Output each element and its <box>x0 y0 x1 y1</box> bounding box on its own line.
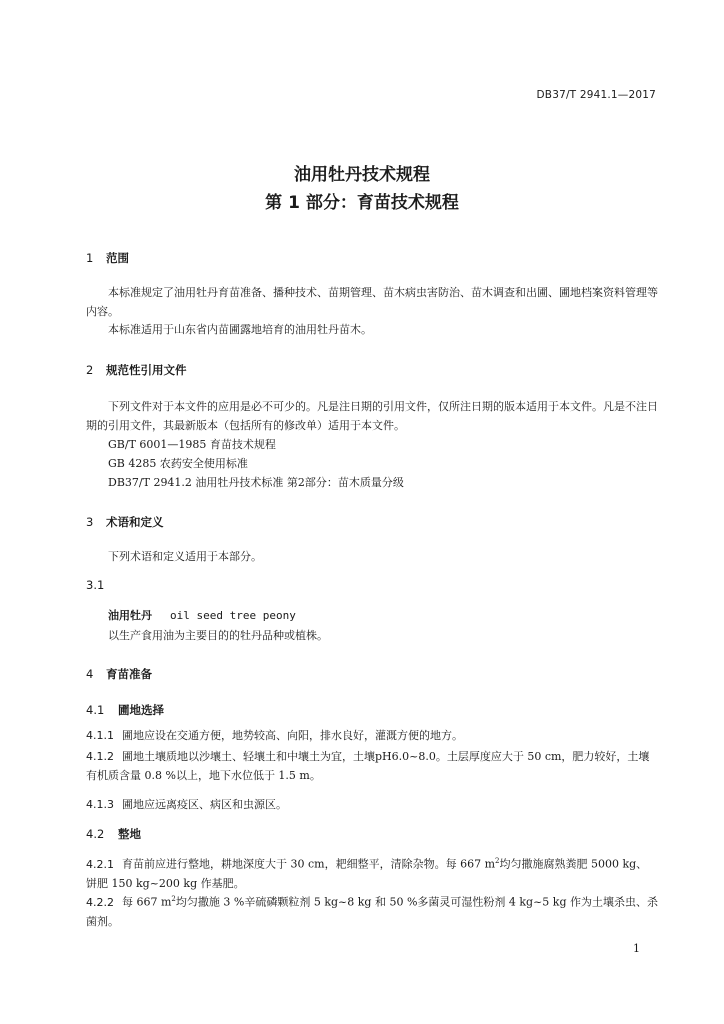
reference-item: DB37/T 2941.2 油用牡丹技术标准 第2部分：苗木质量分级 <box>108 476 404 489</box>
section-3-heading <box>86 514 164 530</box>
reference-item: GB 4285 农药安全使用标准 <box>108 457 248 470</box>
clause-number: 4.2.2 <box>86 895 114 909</box>
clause-4-1-2 <box>86 747 658 785</box>
clause-number: 4.1.3 <box>86 798 114 811</box>
subsection-title: 圃地选择 <box>118 703 164 717</box>
subsection-number: 4.2 <box>86 827 105 841</box>
clause-text: 均匀撒施腐熟粪肥 5000 kg、饼肥 150 kg~200 kg 作基肥。 <box>86 857 648 890</box>
subsection-number: 3.1 <box>86 578 105 592</box>
subsection-4-1-heading <box>86 702 164 718</box>
term-entry <box>108 607 296 623</box>
section-number: 4 <box>86 667 94 681</box>
section-title: 范围 <box>106 251 129 265</box>
superscript: 2 <box>495 857 500 865</box>
clause-4-1-3 <box>86 795 658 814</box>
section-number: 2 <box>86 363 94 377</box>
section-number: 1 <box>86 251 94 265</box>
doc-code: DB37/T 2941.1—2017 <box>536 89 656 101</box>
section-title: 育苗准备 <box>106 667 152 681</box>
reference-item: GB/T 6001—1985 育苗技术规程 <box>108 438 276 451</box>
clause-text: 均匀撒施 3 %辛硫磷颗粒剂 5 kg~8 kg 和 50 %多菌灵可湿性粉剂 4 kg~5 kg 作为土壤杀虫、杀菌剂。 <box>86 895 659 928</box>
page-number: 1 <box>633 942 640 955</box>
section-number: 3 <box>86 515 94 529</box>
subsection-4-2-heading <box>86 826 141 842</box>
term-zh: 油用牡丹 <box>108 609 152 622</box>
clause-number: 4.1.2 <box>86 750 114 763</box>
clause-4-1-1 <box>86 726 658 745</box>
clause-text: 圃地应远离疫区、病区和虫源区。 <box>122 798 287 811</box>
clause-text: 圃地应设在交通方便，地势较高、向阳，排水良好，灌溉方便的地方。 <box>122 729 463 742</box>
superscript: 2 <box>171 895 176 903</box>
clause-number: 4.1.1 <box>86 729 114 742</box>
section-4-heading <box>86 666 152 682</box>
clause-4-2-1 <box>86 852 658 893</box>
doc-subtitle: 第 1 部分：育苗技术规程 <box>265 193 459 213</box>
term-definition: 以生产食用油为主要目的的牡丹品种或植株。 <box>108 629 328 642</box>
subsection-title: 整地 <box>118 827 141 841</box>
paragraph: 下列术语和定义适用于本部分。 <box>108 550 262 563</box>
clause-number: 4.2.1 <box>86 857 114 871</box>
subsection-number: 4.1 <box>86 703 105 717</box>
clause-text: 每 667 m <box>122 895 172 909</box>
section-2-heading <box>86 362 187 378</box>
term-en: oil seed tree peony <box>170 609 296 622</box>
doc-title: 油用牡丹技术规程 <box>294 165 430 185</box>
clause-text: 圃地土壤质地以沙壤土、轻壤土和中壤土为宜，土壤pH6.0~8.0。土层厚度应大于 50 cm，肥力较好，土壤有机质含量 0.8 %以上，地下水位低于 1.5 m。 <box>86 750 650 782</box>
section-1-heading <box>86 250 129 266</box>
section-title: 术语和定义 <box>106 515 164 529</box>
clause-text: 育苗前应进行整地，耕地深度大于 30 cm，耙细整平，清除杂物。每 667 m <box>122 857 495 871</box>
paragraph: 下列文件对于本文件的应用是必不可少的。凡是注日期的引用文件，仅所注日期的版本适用于本文件。凡是不注日期的引用文件，其最新版本（包括所有的修改单）适用于本文件。 <box>86 400 658 432</box>
paragraph: 本标准规定了油用牡丹育苗准备、播种技术、苗期管理、苗木病虫害防治、苗木调查和出圃、圃地档案资料管理等内容。 <box>86 286 658 318</box>
paragraph: 本标准适用于山东省内苗圃露地培育的油用牡丹苗木。 <box>108 323 372 336</box>
section-title: 规范性引用文件 <box>106 363 187 377</box>
clause-4-2-2 <box>86 890 658 931</box>
